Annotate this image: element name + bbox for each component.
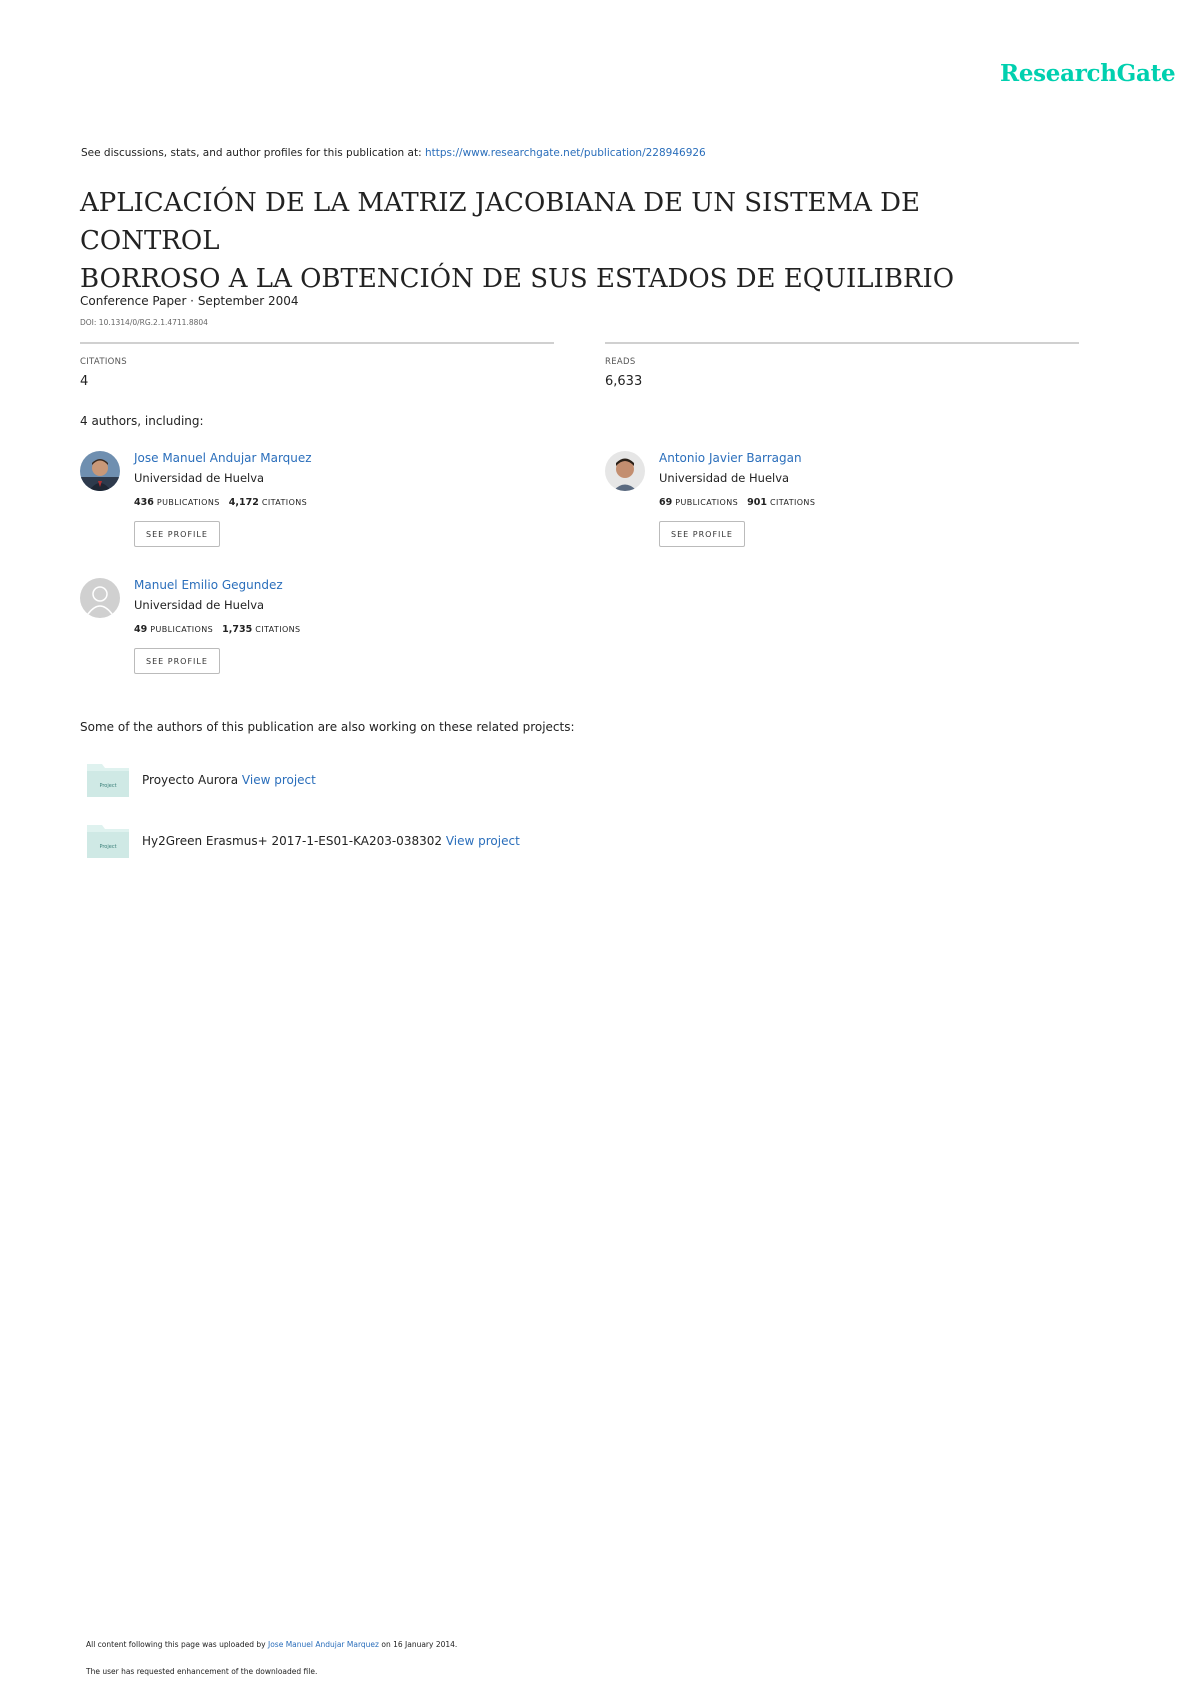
author-avatar[interactable] (80, 578, 120, 618)
author-name-link[interactable]: Jose Manuel Andujar Marquez (134, 451, 312, 465)
author-stats (659, 497, 815, 508)
author-institution: Universidad de Huelva (659, 471, 790, 485)
author-avatar[interactable] (605, 451, 645, 491)
title-line-1: APLICACIÓN DE LA MATRIZ JACOBIANA DE UN SISTEMA DE CONTROL (80, 188, 920, 256)
author-citations-label: CITATIONS (261, 498, 308, 507)
author-stats (134, 497, 307, 508)
author-citations-label: CITATIONS (770, 498, 816, 507)
view-project-link[interactable]: View project (241, 773, 316, 787)
citations-divider (80, 342, 554, 344)
author-stats (134, 624, 301, 635)
publication-type-date: Conference Paper · September 2004 (80, 294, 299, 308)
author-photo-icon (80, 451, 120, 491)
project-item (86, 823, 686, 859)
default-avatar-icon (80, 578, 120, 618)
reads-count: 6,633 (605, 374, 643, 389)
project-text (142, 773, 316, 787)
project-folder-icon (86, 762, 130, 798)
author-citations-count: 901 (747, 497, 767, 508)
project-name: Hy2Green Erasmus+ 2017-1-ES01-KA203-038302 (142, 834, 442, 848)
project-icon-label: Project (99, 783, 117, 789)
upload-note-prefix: All content following this page was uploaded by (86, 1640, 268, 1649)
see-profile-button[interactable]: SEE PROFILE (134, 521, 220, 547)
citations-count: 4 (80, 374, 89, 389)
author-photo-icon (605, 451, 645, 491)
see-discussions-line (81, 147, 706, 159)
citations-label: CITATIONS (80, 357, 127, 367)
publication-doi: DOI: 10.1314/0/RG.2.1.4711.8804 (80, 318, 208, 327)
researchgate-logo[interactable]: ResearchGate (1000, 60, 1176, 87)
author-name-link[interactable]: Manuel Emilio Gegundez (134, 578, 283, 592)
project-folder-icon (86, 823, 130, 859)
reads-label: READS (605, 357, 636, 367)
authors-heading: 4 authors, including: (80, 414, 204, 428)
publication-url-link[interactable]: https://www.researchgate.net/publication/228946926 (424, 147, 706, 159)
publications-count: 49 (134, 624, 148, 635)
author-card (80, 451, 560, 561)
author-citations-label: CITATIONS (255, 625, 301, 634)
author-card (605, 451, 1085, 561)
project-icon-label: Project (99, 844, 117, 850)
upload-note (86, 1640, 457, 1649)
reads-divider (605, 342, 1079, 344)
publications-label: PUBLICATIONS (675, 498, 739, 507)
see-discussions-text: See discussions, stats, and author profiles for this publication at: (81, 147, 425, 159)
publication-title (80, 184, 1060, 298)
author-institution: Universidad de Huelva (134, 598, 265, 612)
upload-note-suffix: on 16 January 2014. (378, 1640, 458, 1649)
title-line-2: BORROSO A LA OBTENCIÓN DE SUS ESTADOS DE EQUILIBRIO (80, 264, 955, 294)
author-avatar[interactable] (80, 451, 120, 491)
author-card (80, 578, 560, 688)
author-citations-count: 4,172 (228, 497, 259, 508)
view-project-link[interactable]: View project (445, 834, 520, 848)
related-projects-heading: Some of the authors of this publication are also working on these related projects: (80, 720, 575, 734)
see-profile-button[interactable]: SEE PROFILE (659, 521, 745, 547)
publications-count: 436 (134, 497, 154, 508)
author-institution: Universidad de Huelva (134, 471, 265, 485)
see-profile-button[interactable]: SEE PROFILE (134, 648, 220, 674)
publications-label: PUBLICATIONS (156, 498, 220, 507)
author-name-link[interactable]: Antonio Javier Barragan (659, 451, 802, 465)
publications-label: PUBLICATIONS (150, 625, 214, 634)
project-text (142, 834, 520, 848)
uploader-link[interactable]: Jose Manuel Andujar Marquez (267, 1640, 379, 1649)
enhancement-note: The user has requested enhancement of the downloaded file. (86, 1667, 318, 1676)
project-name: Proyecto Aurora (142, 773, 239, 787)
publications-count: 69 (659, 497, 673, 508)
author-citations-count: 1,735 (222, 624, 253, 635)
project-item (86, 762, 686, 798)
